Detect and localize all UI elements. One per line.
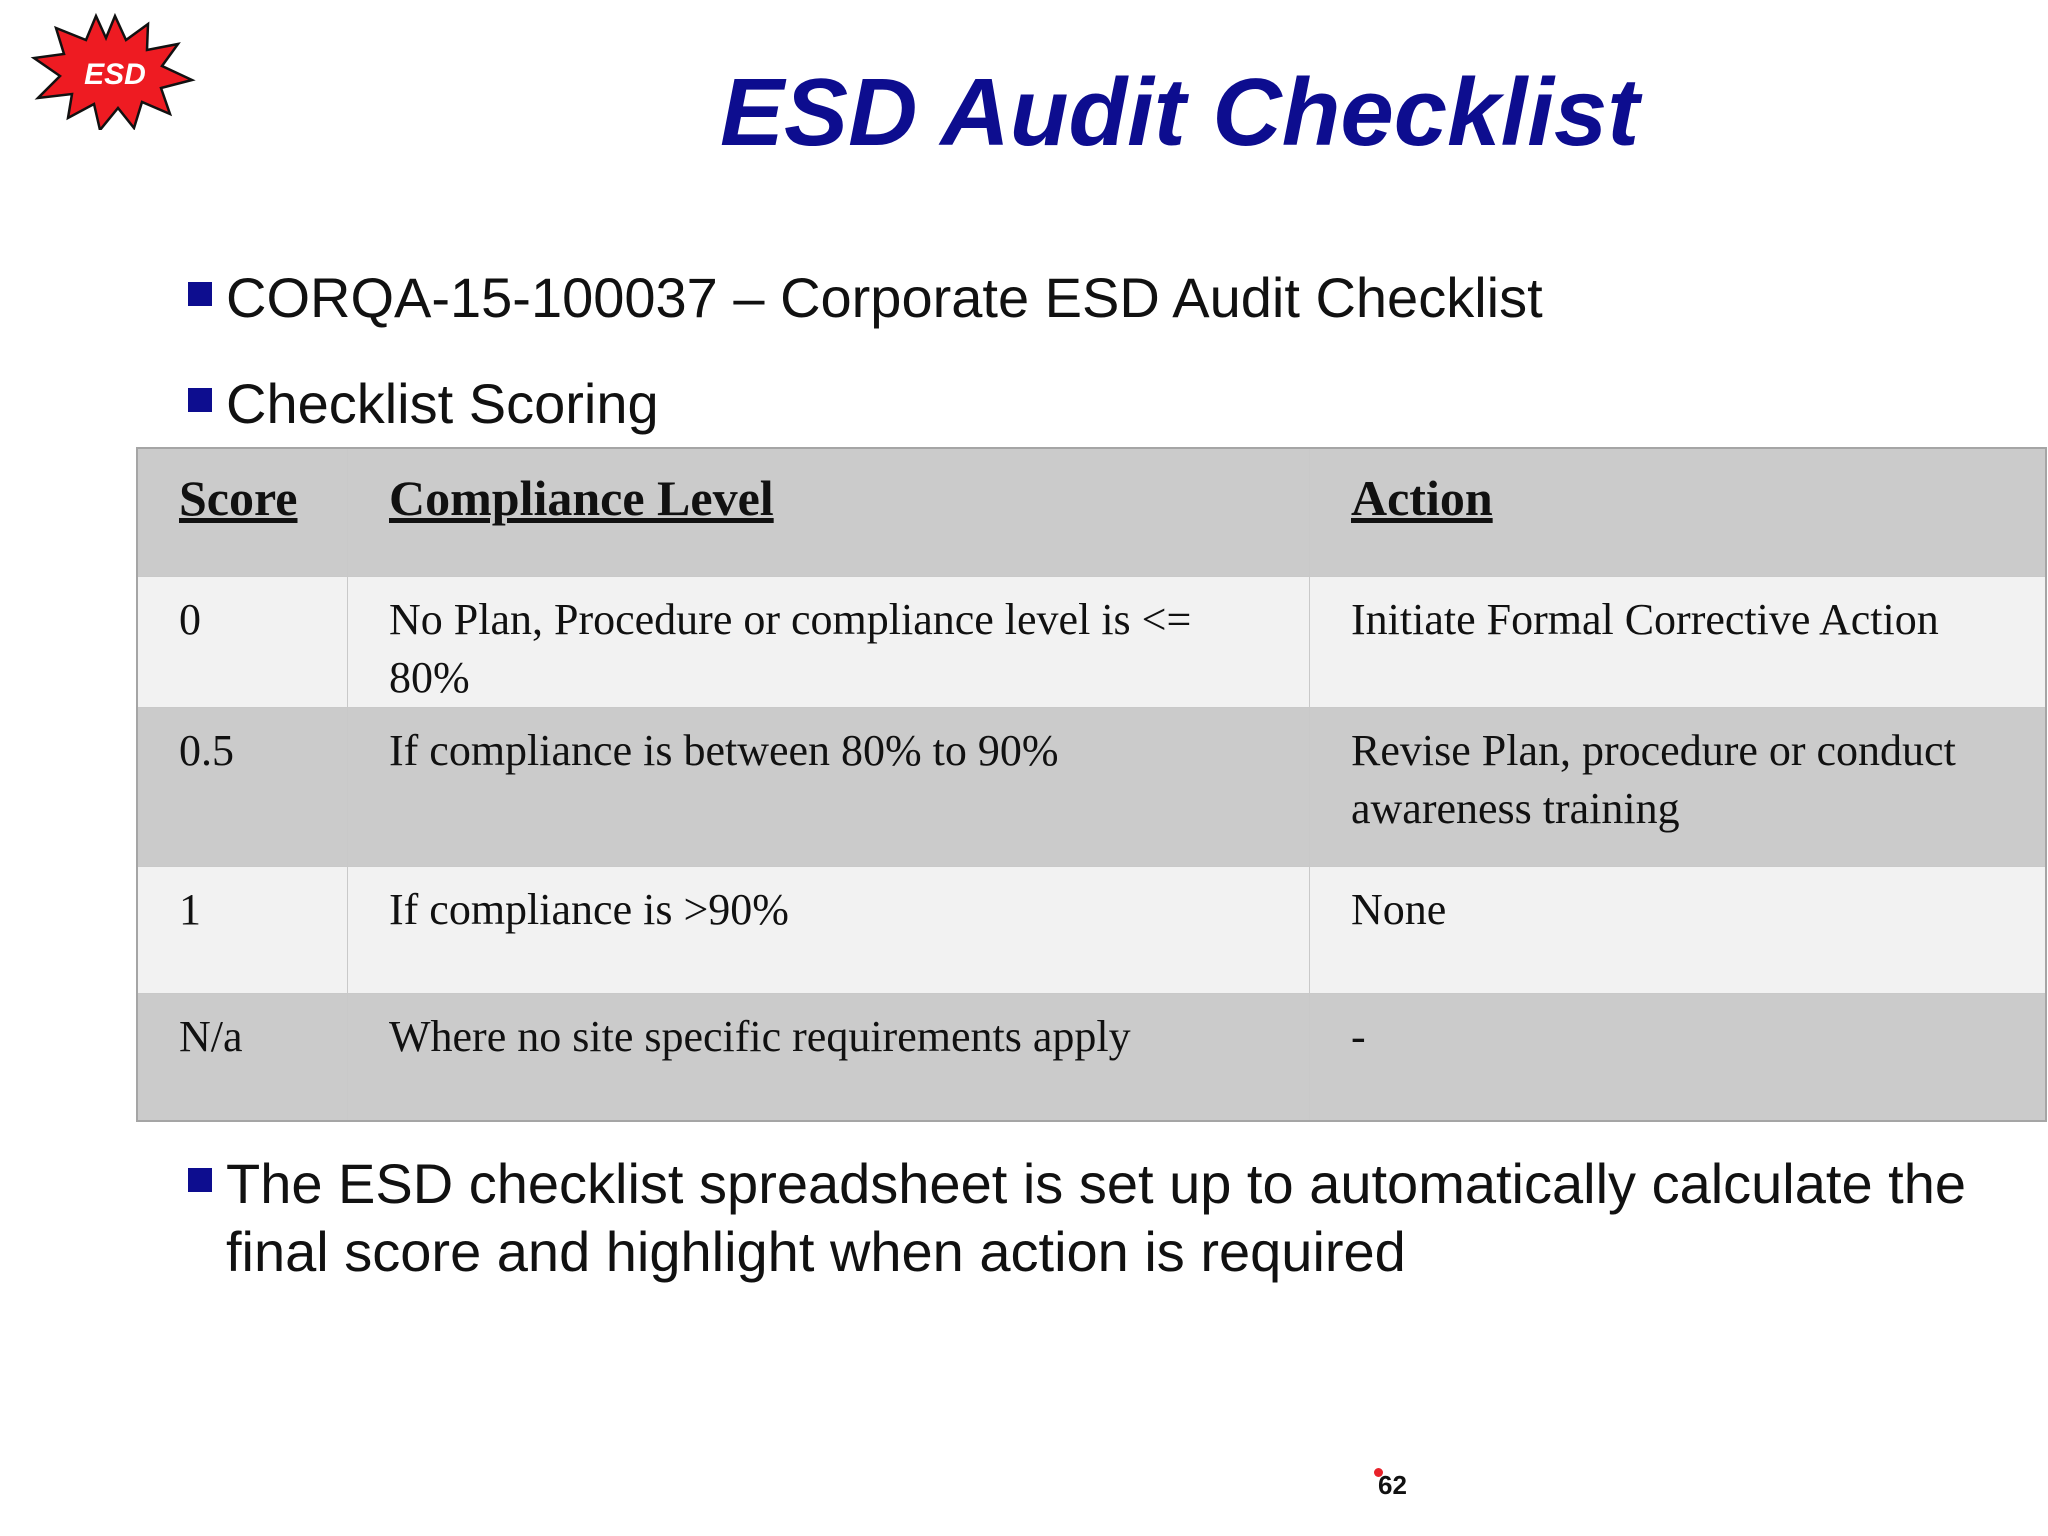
cell-action: Revise Plan, procedure or conduct awareness training	[1310, 707, 2047, 866]
bullet-item-spreadsheet-note	[188, 1150, 1988, 1286]
bullet-item-checklist-scoring	[188, 370, 659, 438]
cell-compliance-level: If compliance is between 80% to 90%	[348, 707, 1310, 866]
bullet-text: CORQA-15-100037 – Corporate ESD Audit Checklist	[226, 266, 1543, 329]
header-action: Action	[1310, 448, 2047, 576]
cell-compliance-level: Where no site specific requirements apply	[348, 993, 1310, 1121]
page-number: 62	[1378, 1470, 1407, 1500]
table-row	[137, 866, 2046, 993]
page-title: ESD Audit Checklist	[720, 59, 1640, 166]
cell-action: None	[1310, 866, 2047, 993]
cell-action: -	[1310, 993, 2047, 1121]
table-header-row	[137, 448, 2046, 576]
bullet-text: The ESD checklist spreadsheet is set up to automatically calculate the final score and highlight when action is required	[226, 1152, 1966, 1283]
esd-starburst-logo	[30, 10, 200, 130]
cell-compliance-level: If compliance is >90%	[348, 866, 1310, 993]
scoring-table	[136, 447, 2047, 1122]
table-row	[137, 993, 2046, 1121]
square-bullet-icon	[188, 1168, 212, 1192]
square-bullet-icon	[188, 388, 212, 412]
cell-score: N/a	[137, 993, 348, 1121]
square-bullet-icon	[188, 282, 212, 306]
cell-score: 0	[137, 576, 348, 707]
logo-text: ESD	[84, 58, 146, 91]
bullet-text: Checklist Scoring	[226, 372, 659, 435]
cell-score: 0.5	[137, 707, 348, 866]
bullet-item-checklist-id	[188, 264, 1543, 332]
table-row	[137, 576, 2046, 707]
header-compliance-level: Compliance Level	[348, 448, 1310, 576]
table-row	[137, 707, 2046, 866]
cell-action: Initiate Formal Corrective Action	[1310, 576, 2047, 707]
header-score: Score	[137, 448, 348, 576]
cell-score: 1	[137, 866, 348, 993]
cell-compliance-level: No Plan, Procedure or compliance level is <= 80%	[348, 576, 1310, 707]
